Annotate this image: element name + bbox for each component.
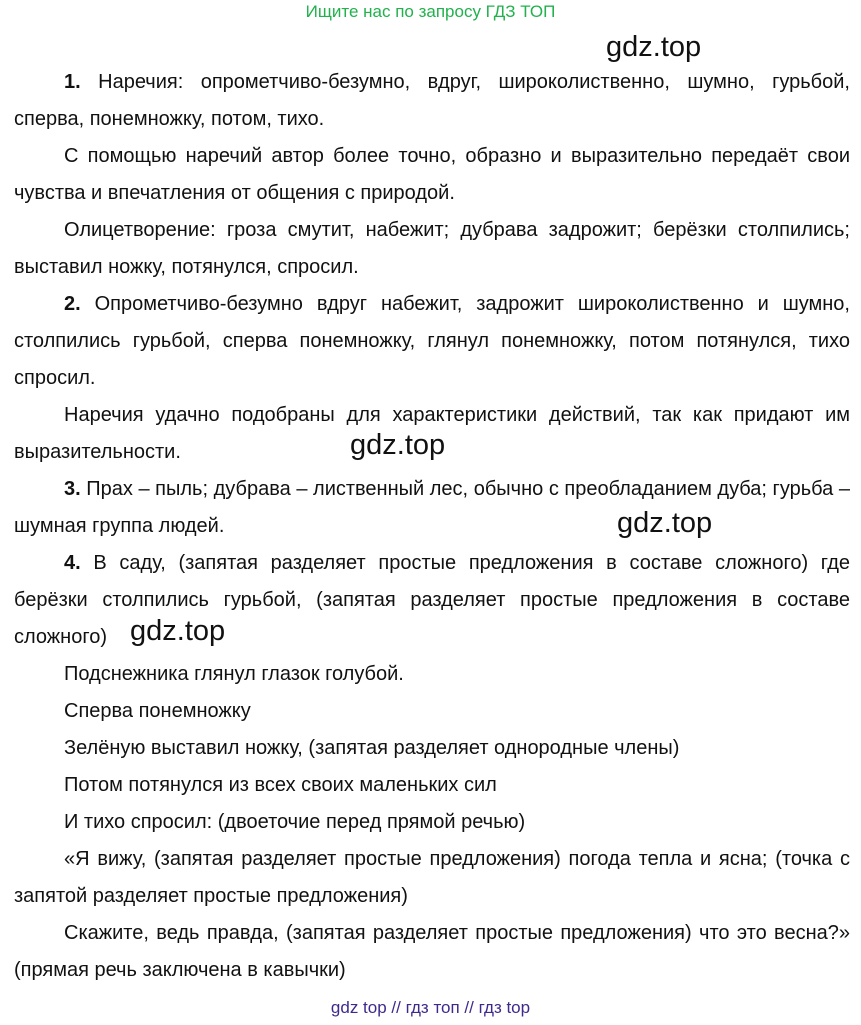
paragraph [14,212,850,286]
poem-line [14,804,850,841]
paragraph-text: С помощью наречий автор более точно, образно и выразительно передаёт свои чувства и впечатления от общения с природой. [14,145,850,204]
item-number: 2. [64,293,81,315]
item-number: 4. [64,552,81,574]
top-banner: Ищите нас по запросу ГДЗ ТОП [305,2,556,21]
poem-line [14,656,850,693]
paragraph [14,138,850,212]
poem-line [14,767,850,804]
paragraph [14,545,850,656]
paragraph-text: Потом потянулся из всех своих маленьких сил [64,774,497,796]
paragraph-text: Прах – пыль; дубрава – лиственный лес, обычно с преобладанием дуба; гурьба – шумная группа людей. [14,478,850,537]
paragraph-text: В саду, (запятая разделяет простые предложения в составе сложного) где берёзки столпились гурьбой, (запятая разделяет простые предложения в составе сложного) [14,552,850,648]
paragraph-text: Сперва понемножку [64,700,251,722]
paragraph-text: И тихо спросил: (двоеточие перед прямой речью) [64,811,526,833]
watermark: gdz.top [606,31,702,63]
poem-line [14,915,850,989]
paragraph [14,397,850,471]
watermark: gdz.top [617,507,713,539]
paragraph-text: Скажите, ведь правда, (запятая разделяет простые предложения) что это весна?» (прямая речь заключена в кавычки) [14,922,850,981]
paragraph [14,471,850,545]
paragraph [14,64,850,138]
paragraph-text: Наречия удачно подобраны для характеристики действий, так как придают им выразительности. [14,404,850,463]
poem-line [14,730,850,767]
solution-text [14,64,850,989]
watermark: gdz.top [130,615,226,647]
paragraph-text: Подснежника глянул глазок голубой. [64,663,404,685]
paragraph-text: Зелёную выставил ножку, (запятая разделяет однородные члены) [64,737,680,759]
paragraph-text: Наречия: опрометчиво-безумно, вдруг, широколиственно, шумно, гурьбой, сперва, понемножку, потом, тихо. [14,71,850,130]
footer: gdz top // гдз топ // гдз top [330,998,531,1017]
poem-line [14,841,850,915]
paragraph-text: Опрометчиво-безумно вдруг набежит, задрожит широколиственно и шумно, столпились гурьбой, сперва понемножку, глянул понемножку, потом потянулся, тихо спросил. [14,293,850,389]
paragraph-text: Олицетворение: гроза смутит, набежит; дубрава задрожит; берёзки столпились; выставил ножку, потянулся, спросил. [14,219,850,278]
item-number: 1. [64,71,81,93]
item-number: 3. [64,478,81,500]
watermark: gdz.top [350,429,446,461]
poem-line [14,693,850,730]
paragraph [14,286,850,397]
paragraph-text: «Я вижу, (запятая разделяет простые предложения) погода тепла и ясна; (точка с запятой разделяет простые предложения) [14,848,850,907]
